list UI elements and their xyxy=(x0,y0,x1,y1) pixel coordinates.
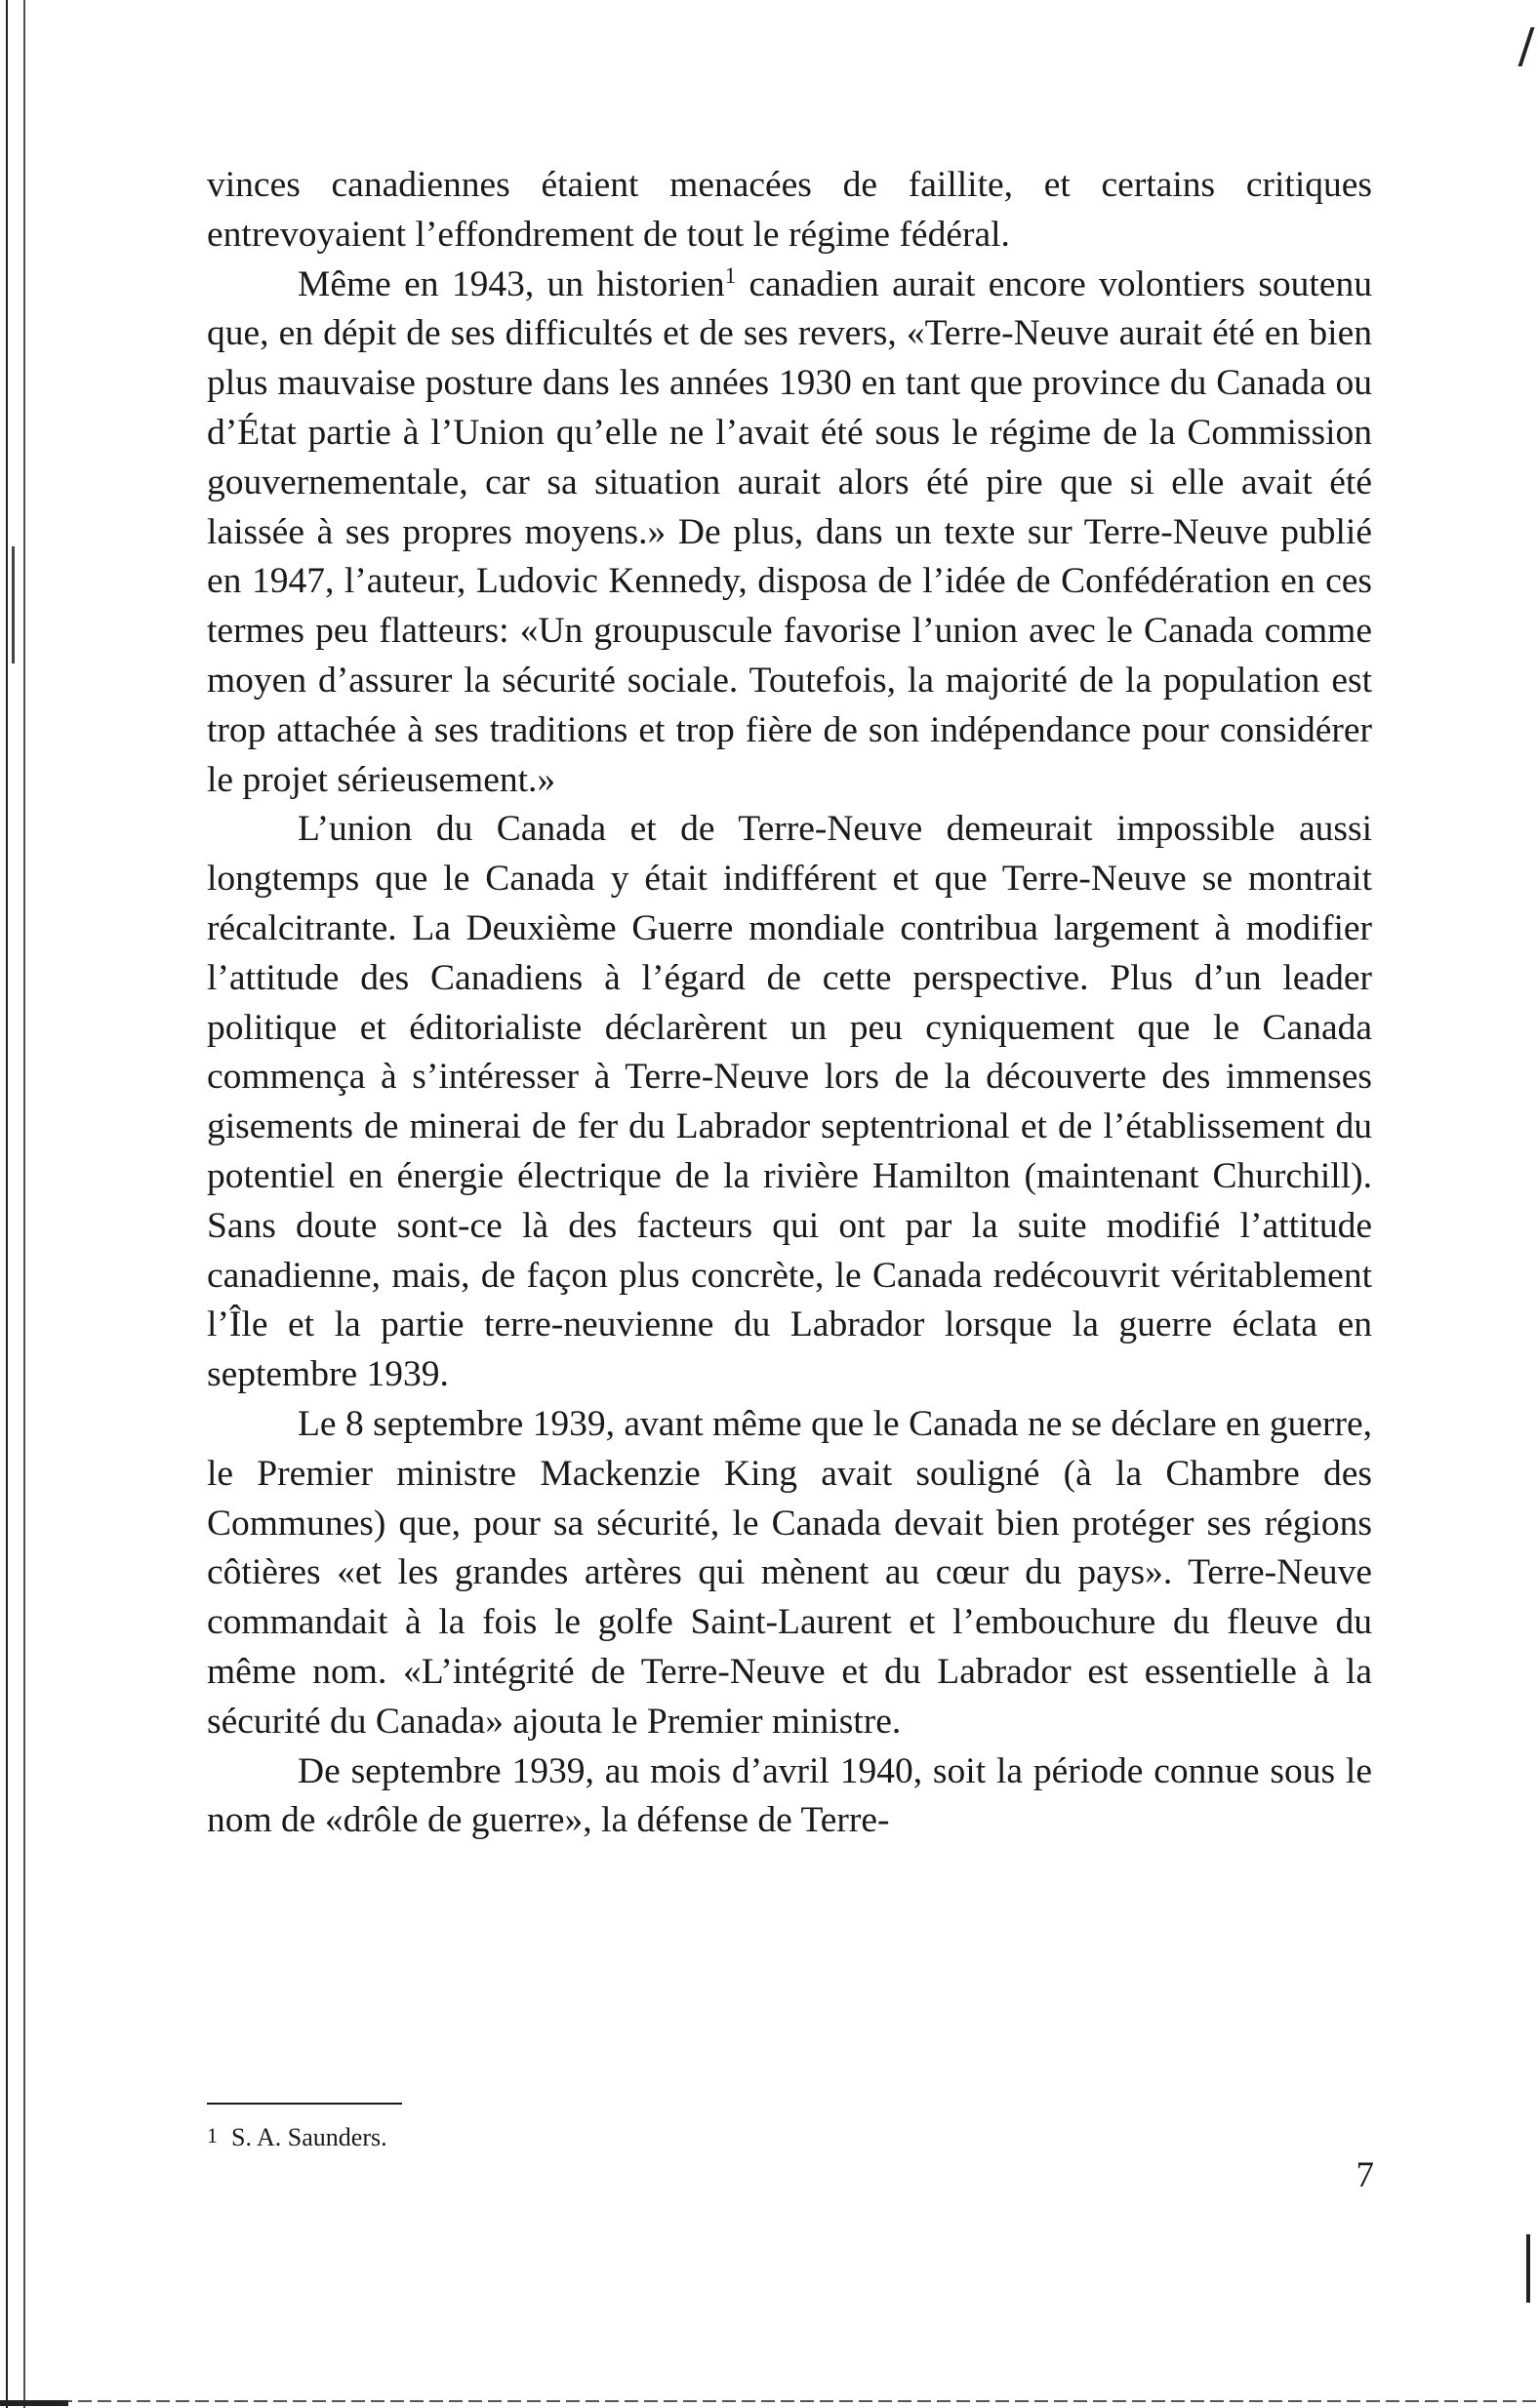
paragraph xyxy=(207,1400,1372,1747)
page-number: 7 xyxy=(1356,2155,1374,2195)
footnote-text: S. A. Saunders. xyxy=(231,2123,387,2151)
scan-mark xyxy=(1526,2234,1530,2303)
scan-edge-line xyxy=(0,2400,1538,2402)
footnote-reference: 1 xyxy=(724,262,737,289)
paragraph-text: De septembre 1939, au mois d’avril 1940, soit la période connue sous le nom de «drôle de guerre», la défense de Terre- xyxy=(207,1750,1372,1841)
paragraph-text: L’union du Canada et de Terre-Neuve demeurait impossible aussi longtemps que le Canada y était indifférent et que Terre-Neuve se montrait récalcitrante. La Deuxième Guerre mondiale contribua largement à modifier l’attitude des Canadiens à l’égard de cette perspective. Plus d’un leader politique et éditorialiste déclarèrent un peu cyniquement que le Canada commença à s’intéresser à Terre-Neuve lors de la découverte des immenses gisements de minerai de fer du Labrador septentrional et de l’établissement du potentiel en énergie électrique de la rivière Hamilton (maintenant Churchill). Sans doute sont-ce là des facteurs qui ont par la suite modifié l’attitude canadienne, mais, de façon plus concrète, le Canada redécouvrit véritablement l’Île et la partie terre-neuvienne du Labrador lorsque la guerre éclata en septembre 1939. xyxy=(207,809,1372,1395)
paragraph-text: Même en 1943, un historien xyxy=(298,263,725,304)
paragraph xyxy=(207,161,1372,261)
footnote xyxy=(207,2119,387,2154)
scan-mark xyxy=(12,546,15,663)
body-text xyxy=(207,161,1372,1846)
paragraph-text: Le 8 septembre 1939, avant même que le Canada ne se déclare en guerre, le Premier ministre Mackenzie King avait souligné (à la Chambre des Communes) que, pour sa sécurité, le Canada devait bien protéger ses régions côtières «et les grandes artères qui mènent au cœur du pays». Terre-Neuve commandait à la fois le golfe Saint-Laurent et l’embouchure du fleuve du même nom. «L’intégrité de Terre-Neuve et du Labrador est essentielle à la sécurité du Canada» ajouta le Premier ministre. xyxy=(207,1403,1372,1742)
paragraph xyxy=(207,805,1372,1400)
scan-mark xyxy=(0,2400,68,2406)
footnote-number: 1 xyxy=(207,2123,218,2147)
paragraph-text: canadien aurait encore volontiers soutenu que, en dépit de ses difficultés et de ses revers, «Terre-Neuve aurait été en bien plus mauvaise posture dans les années 1930 en tant que province du Canada ou d’État partie à l’Union qu’elle ne l’avait été sous le régime de la Commission gouvernementale, car sa situation aurait alors été pire que si elle avait été laissée à ses propres moyens.» De plus, dans un texte sur Terre-Neuve publié en 1947, l’auteur, Ludovic Kennedy, disposa de l’idée de Confédération en ces termes peu flatteurs: «Un groupuscule favorise l’union avec le Canada comme moyen d’assurer la sécurité sociale. Toutefois, la majorité de la population est trop attachée à ses traditions et trop fière de son indépendance pour considérer le projet sérieusement.» xyxy=(207,263,1372,800)
paragraph-text: vinces canadiennes étaient menacées de faillite, et certains critiques entrevoyaient l’effondrement de tout le régime fédéral. xyxy=(207,165,1372,255)
paragraph xyxy=(207,261,1372,806)
scan-edge-line xyxy=(23,0,25,2408)
paragraph xyxy=(207,1747,1372,1847)
footnote-divider xyxy=(207,2103,402,2105)
scan-mark xyxy=(1518,27,1538,66)
scan-edge-line xyxy=(6,0,8,2408)
